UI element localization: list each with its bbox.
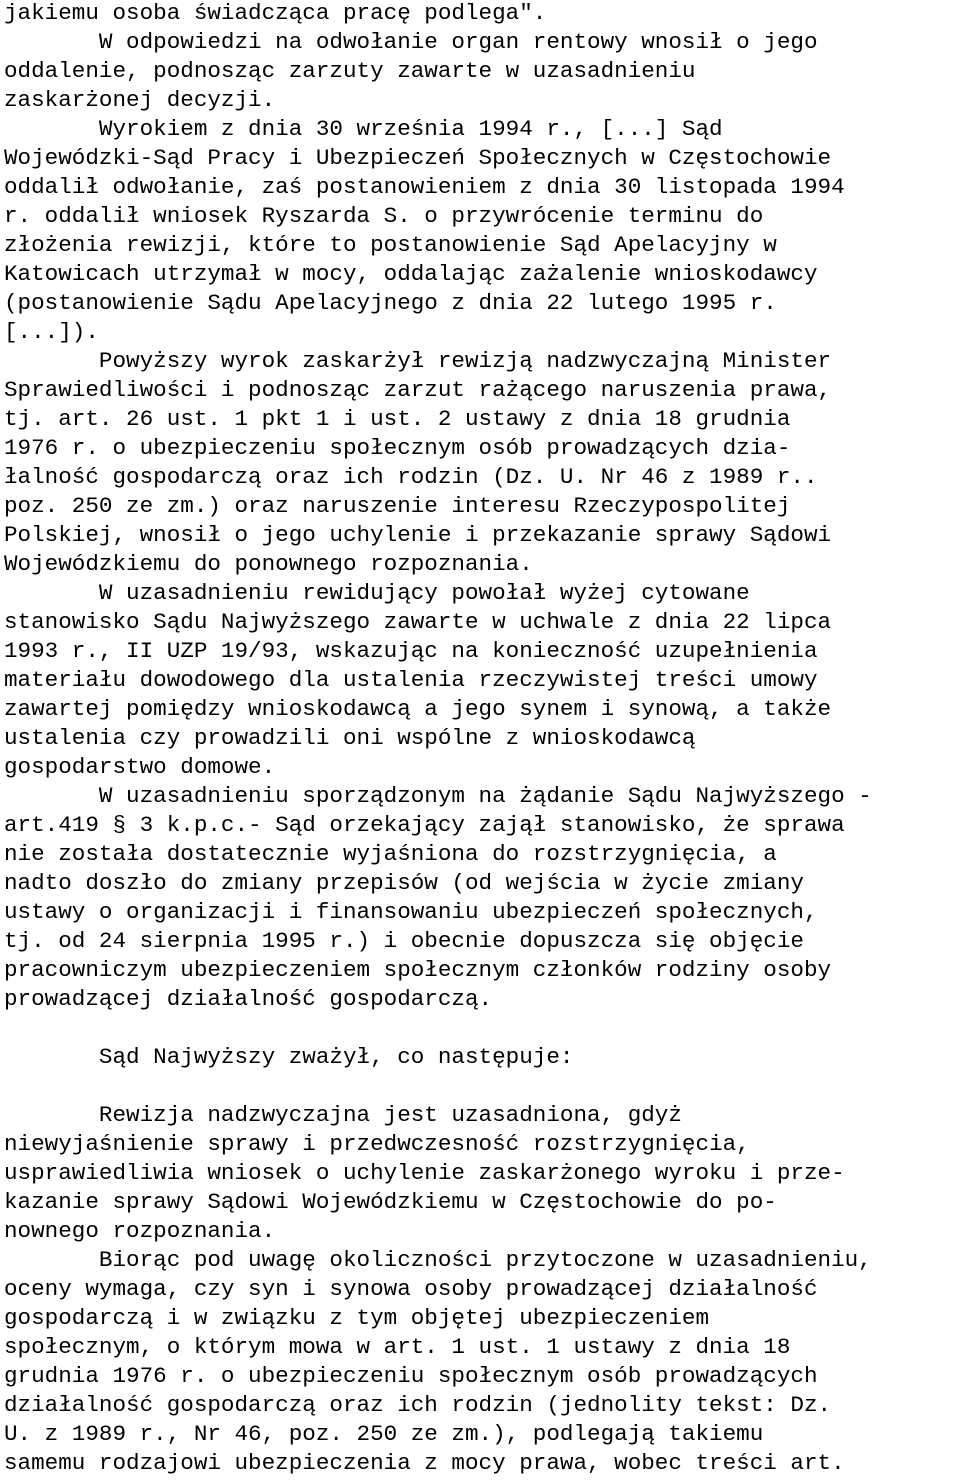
text-line: Powyższy wyrok zaskarżył rewizją nadzwyczajną Minister xyxy=(4,348,832,374)
text-line: usprawiedliwia wniosek o uchylenie zaskarżonego wyroku i prze- xyxy=(4,1160,845,1186)
text-line: kazanie sprawy Sądowi Wojewódzkiemu w Częstochowie do po- xyxy=(4,1189,777,1215)
text-line: gospodarstwo domowe. xyxy=(4,754,276,780)
text-line: łalność gospodarczą oraz ich rodzin (Dz. U. Nr 46 z 1989 r.. xyxy=(4,464,818,490)
text-line: tj. od 24 sierpnia 1995 r.) i obecnie dopuszcza się objęcie xyxy=(4,928,804,954)
text-line: [...]). xyxy=(4,319,99,345)
text-line: oddalenie, podnosząc zarzuty zawarte w uzasadnieniu xyxy=(4,58,696,84)
text-line: 1993 r., II UZP 19/93, wskazując na konieczność uzupełnienia xyxy=(4,638,818,664)
text-line: tj. art. 26 ust. 1 pkt 1 i ust. 2 ustawy z dnia 18 grudnia xyxy=(4,406,791,432)
text-line: W uzasadnieniu rewidujący powołał wyżej cytowane xyxy=(4,580,750,606)
text-line: nie została dostatecznie wyjaśniona do rozstrzygnięcia, a xyxy=(4,841,777,867)
text-line: gospodarczą i w związku z tym objętej ubezpieczeniem xyxy=(4,1305,710,1331)
text-line: stanowisko Sądu Najwyższego zawarte w uchwale z dnia 22 lipca xyxy=(4,609,832,635)
text-line: W uzasadnieniu sporządzonym na żądanie Sądu Najwyższego - xyxy=(4,783,872,809)
text-line: 1976 r. o ubezpieczeniu społecznym osób prowadzących dzia- xyxy=(4,435,791,461)
text-line: niewyjaśnienie sprawy i przedwczesność rozstrzygnięcia, xyxy=(4,1131,750,1157)
text-line: U. z 1989 r., Nr 46, poz. 250 ze zm.), podlegają takiemu xyxy=(4,1421,764,1447)
text-line: Sprawiedliwości i podnosząc zarzut rażącego naruszenia prawa, xyxy=(4,377,832,403)
text-line: działalność gospodarczą oraz ich rodzin (jednolity tekst: Dz. xyxy=(4,1392,832,1418)
text-line: społecznym, o którym mowa w art. 1 ust. 1 ustawy z dnia 18 xyxy=(4,1334,791,1360)
text-line: nownego rozpoznania. xyxy=(4,1218,276,1244)
text-line: złożenia rewizji, które to postanowienie Sąd Apelacyjny w xyxy=(4,232,777,258)
text-line: ustalenia czy prowadzili oni wspólne z wnioskodawcą xyxy=(4,725,696,751)
text-line: oceny wymaga, czy syn i synowa osoby prowadzącej działalność xyxy=(4,1276,818,1302)
text-line: W odpowiedzi na odwołanie organ rentowy wnosił o jego xyxy=(4,29,818,55)
blank-line xyxy=(4,1072,960,1101)
blank-line xyxy=(4,1014,960,1043)
text-line: Biorąc pod uwagę okoliczności przytoczone w uzasadnieniu, xyxy=(4,1247,872,1273)
text-line: Wyrokiem z dnia 30 września 1994 r., [...] Sąd xyxy=(4,116,723,142)
text-line: oddalił odwołanie, zaś postanowieniem z dnia 30 listopada 1994 xyxy=(4,174,845,200)
text-line: grudnia 1976 r. o ubezpieczeniu społecznym osób prowadzących xyxy=(4,1363,818,1389)
text-line: Rewizja nadzwyczajna jest uzasadniona, gdyż xyxy=(4,1102,682,1128)
section-heading: Sąd Najwyższy zważył, co następuje: xyxy=(4,1044,574,1070)
text-line: nadto doszło do zmiany przepisów (od wejścia w życie zmiany xyxy=(4,870,804,896)
text-line: poz. 250 ze zm.) oraz naruszenie interesu Rzeczypospolitej xyxy=(4,493,791,519)
text-line: art.419 § 3 k.p.c.- Sąd orzekający zajął stanowisko, że sprawa xyxy=(4,812,845,838)
text-line: zawartej pomiędzy wnioskodawcą a jego synem i synową, a także xyxy=(4,696,832,722)
text-line: materiału dowodowego dla ustalenia rzeczywistej treści umowy xyxy=(4,667,818,693)
text-line: Polskiej, wnosił o jego uchylenie i przekazanie sprawy Sądowi xyxy=(4,522,832,548)
text-line: jakiemu osoba świadcząca pracę podlega". xyxy=(4,0,547,26)
text-line: r. oddalił wniosek Ryszarda S. o przywrócenie terminu do xyxy=(4,203,764,229)
text-line: zaskarżonej decyzji. xyxy=(4,87,276,113)
text-line: Katowicach utrzymał w mocy, oddalając zażalenie wnioskodawcy xyxy=(4,261,818,287)
text-line: samemu rodzajowi ubezpieczenia z mocy prawa, wobec treści art. xyxy=(4,1450,845,1476)
text-line: Wojewódzki-Sąd Pracy i Ubezpieczeń Społecznych w Częstochowie xyxy=(4,145,832,171)
text-line: pracowniczym ubezpieczeniem społecznym członków rodziny osoby xyxy=(4,957,832,983)
text-line: prowadzącej działalność gospodarczą. xyxy=(4,986,493,1012)
text-line: Wojewódzkiemu do ponownego rozpoznania. xyxy=(4,551,533,577)
text-line: ustawy o organizacji i finansowaniu ubezpieczeń społecznych, xyxy=(4,899,818,925)
text-line: (postanowienie Sądu Apelacyjnego z dnia 22 lutego 1995 r. xyxy=(4,290,777,316)
